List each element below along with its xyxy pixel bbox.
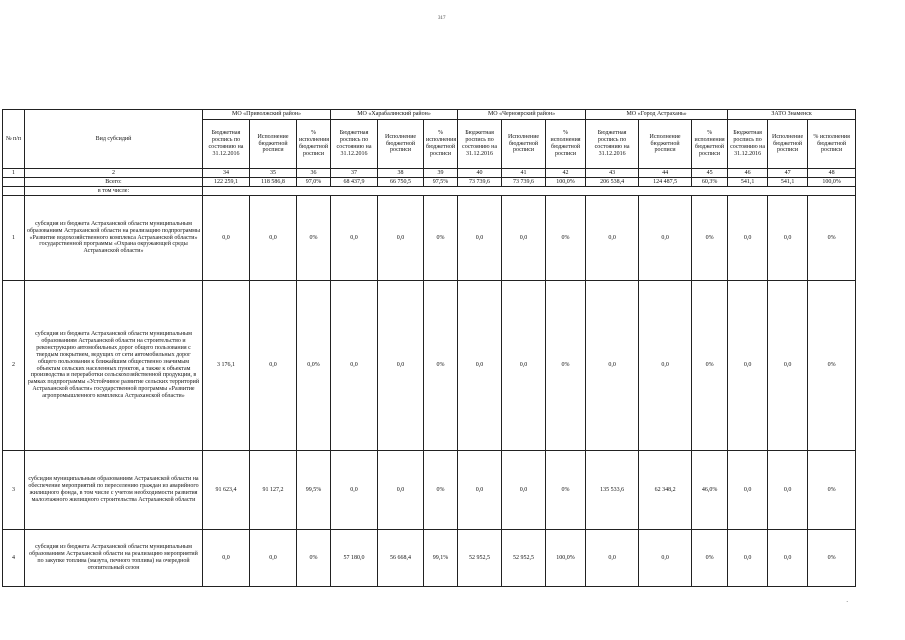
subheader-budget-plan: Бюджетная роспись по состоянию на 31.12.2016 <box>728 120 768 169</box>
including-num-cell <box>3 187 25 196</box>
row-value: 0,0 <box>728 451 768 530</box>
subheader-percent: % исполнения бюджетной росписи <box>297 120 331 169</box>
row-value: 52 952,5 <box>502 530 546 587</box>
table-row <box>3 196 856 281</box>
row-value: 0,0 <box>331 281 378 451</box>
row-value: 62 348,2 <box>639 451 692 530</box>
row-value: 52 952,5 <box>458 530 502 587</box>
group-header: МО «Город Астрахань» <box>586 110 728 120</box>
column-number: 46 <box>728 169 768 178</box>
row-value: 0% <box>546 281 586 451</box>
total-value: 118 586,8 <box>250 178 297 187</box>
table-row <box>3 281 856 451</box>
row-value: 0,0 <box>639 530 692 587</box>
row-value: 0,0 <box>378 196 424 281</box>
column-number: 1 <box>3 169 25 178</box>
total-row <box>3 178 856 187</box>
subsidy-name: субсидия из бюджета Астраханской области муниципальным образованиям Астраханской области на реализацию мероприятий по закупке топлива (мазута, печного топлива) на очередной отопительный сезон <box>25 530 203 587</box>
row-number: 2 <box>3 281 25 451</box>
subsidy-name: субсидия муниципальным образованиям Астраханской области на обеспечение мероприятий по переселению граждан из аварийного жилищного фонда, в том числе с учетом необходимости развития малоэтажного жилищного строительства Астраханской области <box>25 451 203 530</box>
row-value: 0,0 <box>768 196 808 281</box>
group-header: МО «Черноярский район» <box>458 110 586 120</box>
total-value: 100,0% <box>808 178 856 187</box>
total-value: 68 437,9 <box>331 178 378 187</box>
subheader-percent: % исполнения бюджетной росписи <box>692 120 728 169</box>
row-value: 91 127,2 <box>250 451 297 530</box>
total-value: 60,3% <box>692 178 728 187</box>
group-header: ЗАТО Знаменск <box>728 110 856 120</box>
row-value: 100,0% <box>546 530 586 587</box>
total-value: 541,1 <box>768 178 808 187</box>
column-number: 44 <box>639 169 692 178</box>
subheader-percent: % исполнения бюджетной росписи <box>424 120 458 169</box>
row-value: 0,0 <box>250 530 297 587</box>
column-number: 35 <box>250 169 297 178</box>
row-value: 0,0 <box>331 196 378 281</box>
total-value: 541,1 <box>728 178 768 187</box>
subheader-percent: % исполнения бюджетной росписи <box>808 120 856 169</box>
total-value: 73 739,6 <box>502 178 546 187</box>
column-number: 48 <box>808 169 856 178</box>
page-number: 317 <box>438 16 446 21</box>
row-value: 0,0 <box>639 196 692 281</box>
row-value: 46,0% <box>692 451 728 530</box>
row-value: 99,5% <box>297 451 331 530</box>
row-value: 0,0 <box>378 451 424 530</box>
row-value: 0% <box>808 530 856 587</box>
total-value: 97,0% <box>297 178 331 187</box>
total-value: 66 750,5 <box>378 178 424 187</box>
subsidy-table <box>2 109 856 587</box>
row-value: 99,1% <box>424 530 458 587</box>
subheader-budget-plan: Бюджетная роспись по состоянию на 31.12.2016 <box>586 120 639 169</box>
row-value: 0% <box>692 281 728 451</box>
column-number: 43 <box>586 169 639 178</box>
row-value: 0,0 <box>331 451 378 530</box>
total-value: 100,0% <box>546 178 586 187</box>
row-value: 0,0 <box>768 530 808 587</box>
column-number: 39 <box>424 169 458 178</box>
subheader-execution: Исполнение бюджетной росписи <box>378 120 424 169</box>
row-value: 0,0 <box>458 451 502 530</box>
total-value: 73 739,6 <box>458 178 502 187</box>
row-number: 4 <box>3 530 25 587</box>
header-name: Вид субсидий <box>25 110 203 169</box>
column-number: 2 <box>25 169 203 178</box>
row-value: 0,0 <box>639 281 692 451</box>
row-value: 0% <box>692 196 728 281</box>
row-value: 0,0 <box>768 281 808 451</box>
total-value: 97,5% <box>424 178 458 187</box>
subsidy-name: субсидия из бюджета Астраханской области муниципальным образованиям Астраханской области на реализацию подпрограммы «Развитие водохозяйственного комплекса Астраханской области» государственной программы «Охрана окружающей среды Астраханской области» <box>25 196 203 281</box>
row-value: 0,0 <box>250 281 297 451</box>
row-value: 0% <box>808 451 856 530</box>
row-value: 0,0 <box>203 196 250 281</box>
row-value: 0,0 <box>728 530 768 587</box>
including-row <box>3 187 856 196</box>
row-value: 57 180,0 <box>331 530 378 587</box>
scan-mark: · <box>846 598 849 606</box>
row-value: 0% <box>424 281 458 451</box>
row-value: 0% <box>808 196 856 281</box>
column-number: 37 <box>331 169 378 178</box>
row-value: 0,0 <box>768 451 808 530</box>
column-number: 41 <box>502 169 546 178</box>
row-value: 3 176,1 <box>203 281 250 451</box>
header-num: № п/п <box>3 110 25 169</box>
group-header: МО «Приволжский район» <box>203 110 331 120</box>
table-row <box>3 530 856 587</box>
column-number: 45 <box>692 169 728 178</box>
row-value: 0% <box>808 281 856 451</box>
row-value: 0,0 <box>458 196 502 281</box>
row-value: 0% <box>297 196 331 281</box>
column-number: 34 <box>203 169 250 178</box>
column-number-row <box>3 169 856 178</box>
row-number: 1 <box>3 196 25 281</box>
row-value: 0,0 <box>378 281 424 451</box>
subheader-budget-plan: Бюджетная роспись по состоянию на 31.12.2016 <box>458 120 502 169</box>
row-value: 0,0 <box>586 196 639 281</box>
column-number: 38 <box>378 169 424 178</box>
row-value: 0% <box>692 530 728 587</box>
row-value: 0,0 <box>586 281 639 451</box>
subheader-execution: Исполнение бюджетной росписи <box>768 120 808 169</box>
row-value: 0% <box>297 530 331 587</box>
column-number: 36 <box>297 169 331 178</box>
group-header: МО «Харабалинский район» <box>331 110 458 120</box>
total-value: 124 487,5 <box>639 178 692 187</box>
subheader-execution: Исполнение бюджетной росписи <box>639 120 692 169</box>
row-value: 0,0% <box>297 281 331 451</box>
total-num-cell <box>3 178 25 187</box>
subheader-execution: Исполнение бюджетной росписи <box>502 120 546 169</box>
row-value: 0,0 <box>728 196 768 281</box>
row-value: 0,0 <box>502 451 546 530</box>
total-value: 206 538,4 <box>586 178 639 187</box>
column-number: 40 <box>458 169 502 178</box>
including-label: в том числе: <box>25 187 203 196</box>
subheader-budget-plan: Бюджетная роспись по состоянию на 31.12.2016 <box>331 120 378 169</box>
table-row <box>3 451 856 530</box>
subheader-execution: Исполнение бюджетной росписи <box>250 120 297 169</box>
including-blank <box>203 187 856 196</box>
row-value: 0,0 <box>728 281 768 451</box>
total-label: Всего: <box>25 178 203 187</box>
row-value: 0,0 <box>502 281 546 451</box>
row-number: 3 <box>3 451 25 530</box>
total-value: 122 259,1 <box>203 178 250 187</box>
column-number: 42 <box>546 169 586 178</box>
row-value: 56 668,4 <box>378 530 424 587</box>
row-value: 0% <box>424 451 458 530</box>
subheader-budget-plan: Бюджетная роспись по состоянию на 31.12.2016 <box>203 120 250 169</box>
subheader-percent: % исполнения бюджетной росписи <box>546 120 586 169</box>
row-value: 0,0 <box>502 196 546 281</box>
row-value: 0,0 <box>458 281 502 451</box>
row-value: 0% <box>546 196 586 281</box>
subsidy-name: субсидия из бюджета Астраханской области муниципальным образованиям Астраханской области на строительство и реконструкцию автомобильных дорог общего пользования с твердым покрытием, ведущих от сети автомобильных дорог общего пользования к ближайшим общественно значимым объектам сельских населенных пунктов, а также к объектам производства и переработки сельскохозяйственной продукции, в рамках подпрограммы «Устойчивое развитие сельских территорий Астраханской области» государственной программы «Развитие агропромышленного комплекса Астраханской области» <box>25 281 203 451</box>
row-value: 0% <box>424 196 458 281</box>
row-value: 91 623,4 <box>203 451 250 530</box>
column-number: 47 <box>768 169 808 178</box>
row-value: 0% <box>546 451 586 530</box>
row-value: 0,0 <box>586 530 639 587</box>
row-value: 0,0 <box>203 530 250 587</box>
row-value: 135 533,6 <box>586 451 639 530</box>
row-value: 0,0 <box>250 196 297 281</box>
